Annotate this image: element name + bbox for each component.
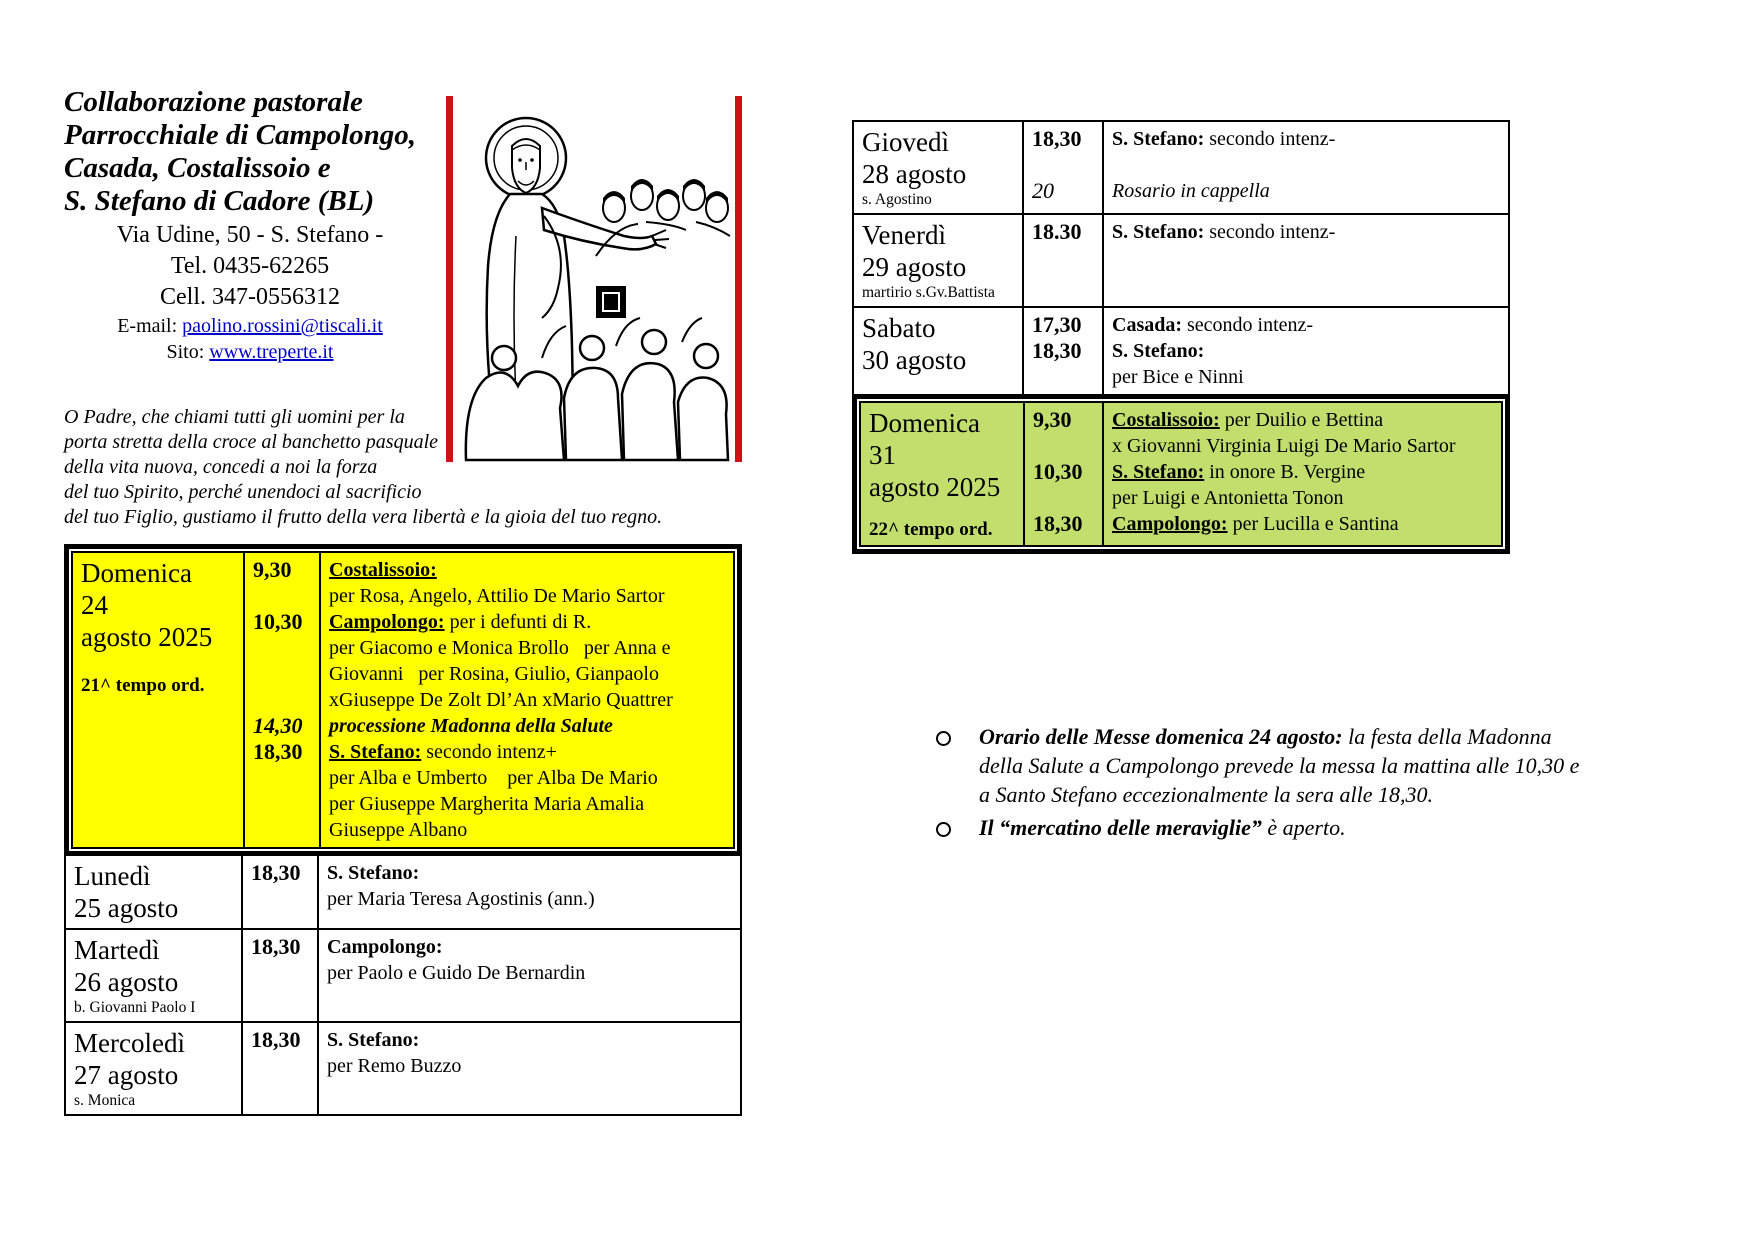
announcement-lead: Il “mercatino delle meraviglie” [979, 815, 1262, 840]
email-link[interactable]: paolino.rossini@tiscali.it [182, 315, 383, 337]
day-cell-thursday [854, 122, 1024, 213]
parish-title: Collaborazione pastorale Parrocchiale di Campolongo, Casada, Costalissoio e S. Stefano di Cadore (BL) [64, 86, 417, 217]
sunday-31-table-frame [852, 394, 1510, 554]
day-label: Lunedì 25 agosto [74, 861, 179, 923]
jesus-and-crowd-drawing [446, 96, 742, 462]
day-label: Mercoledì 27 agosto [74, 1028, 185, 1090]
day-label: Sabato 30 agosto [862, 313, 967, 375]
sunday-31-row [859, 401, 1503, 547]
sunday-24-table-frame [64, 544, 742, 856]
day-label: Domenica 31 agosto 2025 [869, 408, 1001, 502]
intentions-cell-saturday: Casada: secondo intenz- S. Stefano: per Bice e Ninni [1112, 314, 1314, 388]
email-label: E-mail: [117, 315, 183, 337]
announcement-market [936, 813, 1584, 842]
announcement-text [979, 722, 1584, 809]
time-cell-friday: 18.30 [1024, 215, 1104, 306]
time-cell-sunday-24: 9,30 10,30 14,30 18,30 [245, 553, 321, 847]
day-cell-wednesday [66, 1023, 243, 1114]
day-cell-monday [66, 856, 243, 928]
day-label: Giovedì 28 agosto [862, 127, 967, 189]
day-cell-friday [854, 215, 1024, 306]
intentions-cell-sunday-31: Costalissoio: per Duilio e Bettina x Giovanni Virginia Luigi De Mario Sartor S. Stefano: in onore B. Vergine per Luigi e Antonietta Tonon Campolongo: per Lucilla e Santina [1112, 409, 1456, 535]
announcement-body: la festa della Madonna della Salute a Campolongo prevede la messa la mattina alle 10,30 e a Santo Stefano eccezionalmente la sera alle 18,30. [979, 724, 1580, 807]
saint-of-day: b. Giovanni Paolo I [74, 999, 196, 1016]
intentions-cell-monday: S. Stefano: per Maria Teresa Agostinis (ann.) [327, 862, 595, 910]
day-label: Venerdì 29 agosto [862, 220, 967, 282]
bullet-icon [936, 731, 951, 746]
time-cell-monday: 18,30 [243, 856, 319, 928]
time-cell-tuesday: 18,30 [243, 930, 319, 1021]
announcement-lead: Orario delle Messe domenica 24 agosto: [979, 724, 1343, 749]
weekday-table-left [64, 856, 742, 1116]
saint-of-day: s. Agostino [862, 191, 932, 208]
day-cell-saturday [854, 308, 1024, 394]
left-column [64, 86, 742, 1116]
email-line [64, 313, 436, 339]
saint-of-day: martirio s.Gv.Battista [862, 284, 995, 301]
schedule-row-friday [854, 215, 1508, 308]
day-label: Domenica 24 agosto 2025 [81, 558, 213, 652]
contact-block: Via Udine, 50 - S. Stefano - Tel. 0435-62265 Cell. 347-0556312 [116, 222, 384, 310]
schedule-row-monday [66, 856, 740, 930]
opening-prayer: O Padre, che chiami tutti gli uomini per la porta stretta della croce al banchetto pasquale della vita nuova, concedi a noi la forza del tuo Spirito, perché unendoci al sacrificio del tuo Figlio, gustiamo il frutto della vera libertà e la gioia del tuo regno. [64, 406, 663, 528]
site-line [64, 339, 436, 365]
red-border-right [735, 96, 742, 462]
intentions-cell-tuesday: Campolongo: per Paolo e Guido De Bernardin [327, 936, 586, 984]
site-link[interactable]: www.treperte.it [209, 341, 334, 363]
liturgical-season: 22^ tempo ord. [869, 519, 993, 540]
right-column [852, 120, 1622, 846]
schedule-row-thursday [854, 122, 1508, 215]
time-cell-wednesday: 18,30 [243, 1023, 319, 1114]
announcements-list [936, 722, 1584, 842]
time-cell-sunday-31: 9,30 10,30 18,30 [1025, 403, 1104, 545]
announcement-text [979, 813, 1346, 842]
time-cell-thursday: 18,30 20 [1024, 122, 1104, 213]
day-cell-sunday-31 [861, 403, 1025, 545]
announcement-body: è aperto. [1261, 815, 1346, 840]
site-label: Sito: [166, 341, 210, 363]
red-border-left [446, 96, 453, 462]
schedule-row-tuesday [66, 930, 740, 1023]
intentions-cell-sunday-24: Costalissoio: per Rosa, Angelo, Attilio De Mario Sartor Campolongo: per i defunti di R. per Giacomo e Monica Brollo per Anna e Giovanni per Rosina, Giulio, Gianpaolo xGiuseppe De Zolt Dl’An xMario Quattrer processione Madonna della Salute S. Stefano: secondo intenz+ per Alba e Umberto per Alba De Mario per Giuseppe Margherita Maria Amalia Giuseppe Albano [329, 559, 673, 841]
intentions-cell-thursday: S. Stefano: secondo intenz- Rosario in cappella [1112, 128, 1336, 202]
bullet-icon [936, 822, 951, 837]
day-label: Martedì 26 agosto [74, 935, 179, 997]
liturgical-season: 21^ tempo ord. [81, 675, 205, 696]
sunday-24-row [71, 551, 735, 849]
saint-of-day: s. Monica [74, 1092, 136, 1109]
time-cell-saturday: 17,30 18,30 [1024, 308, 1104, 394]
day-cell-sunday-24 [73, 553, 245, 847]
weekday-table-right [852, 120, 1510, 394]
announcement-mass-times [936, 722, 1584, 809]
schedule-row-wednesday [66, 1023, 740, 1114]
cover-illustration [446, 96, 742, 462]
intentions-cell-wednesday: S. Stefano: per Remo Buzzo [327, 1029, 462, 1077]
schedule-row-saturday [854, 308, 1508, 394]
intentions-cell-friday: S. Stefano: secondo intenz- [1112, 221, 1336, 243]
day-cell-tuesday [66, 930, 243, 1021]
